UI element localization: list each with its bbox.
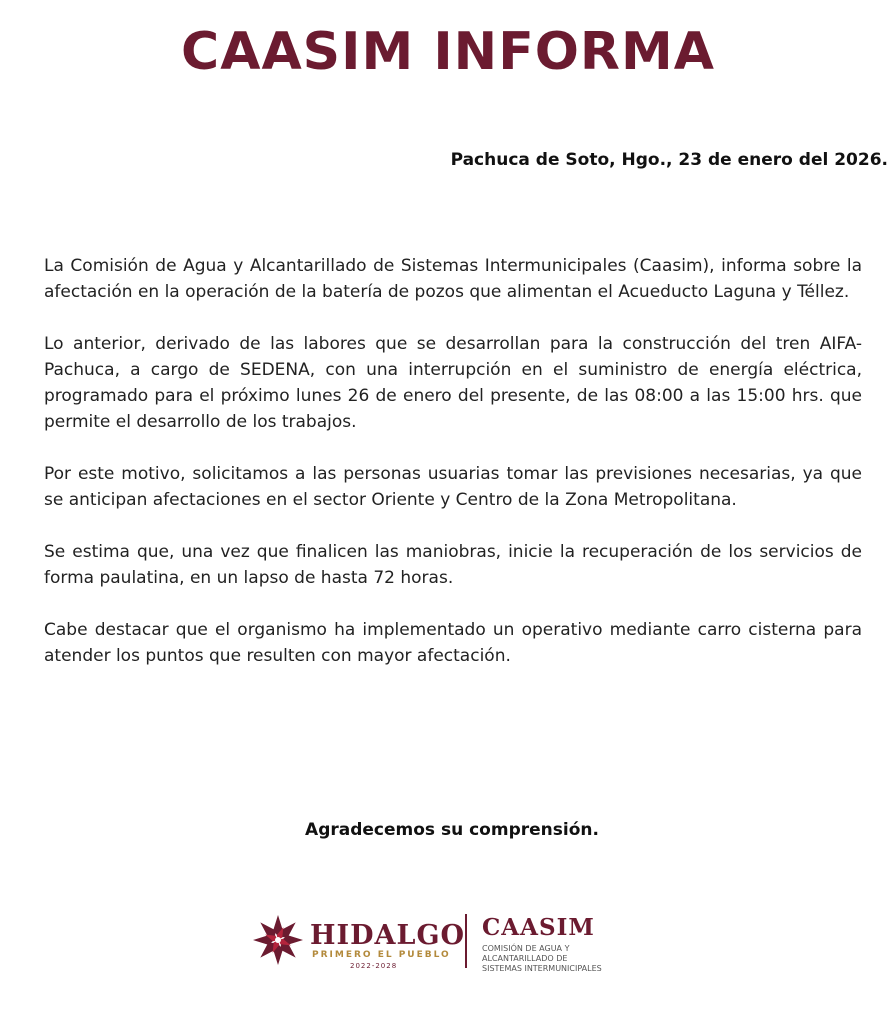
caasim-logo-line-2: ALCANTARILLADO DE xyxy=(482,954,568,963)
logo-divider xyxy=(465,914,467,968)
paragraph-2: Lo anterior, derivado de las labores que se desarrollan para la construcción del tren AIFA-Pachuca, a cargo de SEDENA, con una interrupción en el suministro de energía eléctrica, programado para el próximo lunes 26 de enero del presente, de las 08:00 a las 15:00 hrs. que permite el desarrollo de los trabajos. xyxy=(44,334,862,432)
paragraph-5: Cabe destacar que el organismo ha implementado un operativo mediante carro cisterna para atender los puntos que resulten con mayor afectación. xyxy=(44,620,862,666)
paragraph-4: Se estima que, una vez que finalicen las maniobras, inicie la recuperación de los servicios de forma paulatina, en un lapso de hasta 72 horas. xyxy=(44,542,862,588)
body-text xyxy=(44,253,862,695)
hidalgo-logo-name: HIDALGO xyxy=(310,920,466,951)
footer-logos xyxy=(252,912,632,978)
dateline: Pachuca de Soto, Hgo., 23 de enero del 2026. xyxy=(450,150,888,170)
eight-point-star-icon xyxy=(252,914,304,966)
caasim-logo-name: CAASIM xyxy=(482,914,595,941)
closing-line: Agradecemos su comprensión. xyxy=(305,820,599,840)
hidalgo-logo-years: 2022-2028 xyxy=(350,962,398,970)
caasim-logo-line-1: COMISIÓN DE AGUA Y xyxy=(482,944,570,953)
paragraph-1: La Comisión de Agua y Alcantarillado de Sistemas Intermunicipales (Caasim), informa sobre la afectación en la operación de la batería de pozos que alimentan el Acueducto Laguna y Téllez. xyxy=(44,256,862,302)
page-title: CAASIM INFORMA xyxy=(181,22,715,82)
caasim-logo-line-3: SISTEMAS INTERMUNICIPALES xyxy=(482,964,602,973)
paragraph-3: Por este motivo, solicitamos a las personas usuarias tomar las previsiones necesarias, ya que se anticipan afectaciones en el sector Oriente y Centro de la Zona Metropolitana. xyxy=(44,464,862,510)
hidalgo-logo-tagline: PRIMERO EL PUEBLO xyxy=(312,950,451,960)
